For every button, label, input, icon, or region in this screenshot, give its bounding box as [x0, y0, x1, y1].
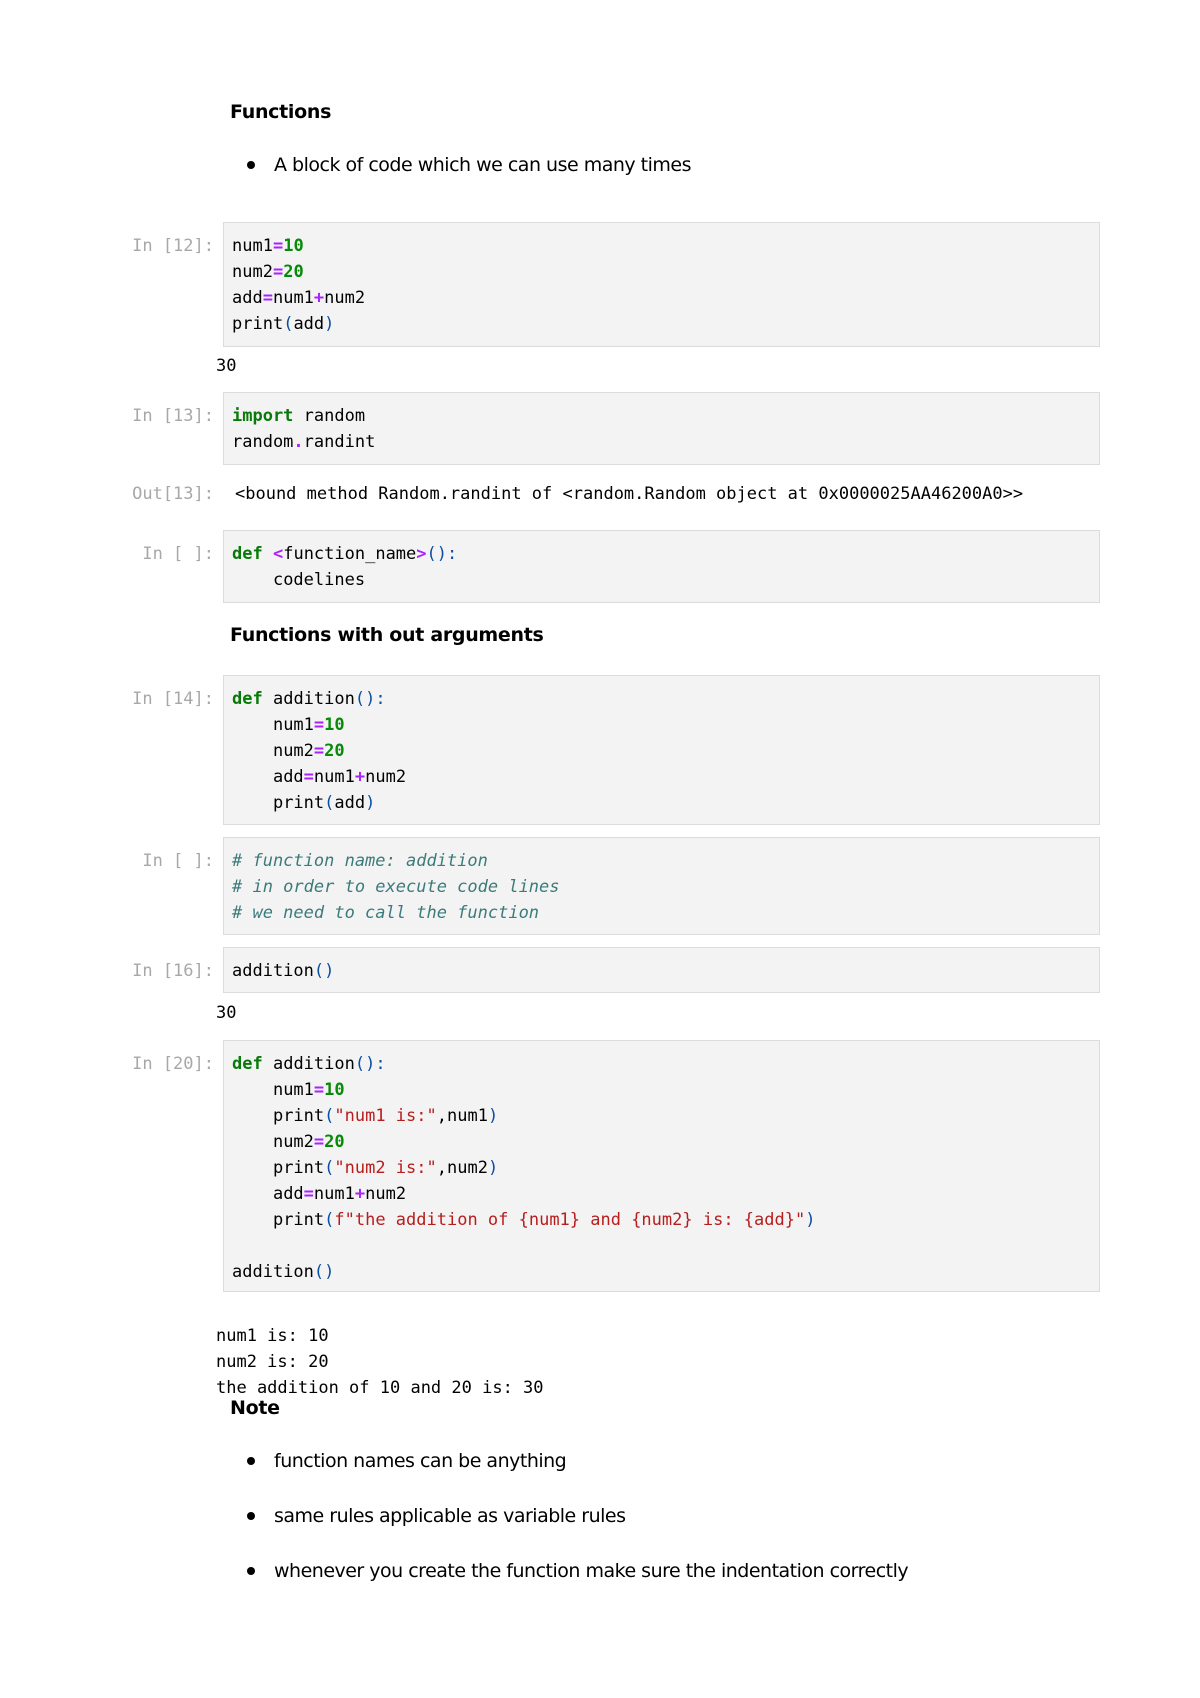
bullet-icon: [247, 1567, 255, 1575]
code-cell-20[interactable]: [223, 1040, 1100, 1292]
cell-output-13: <bound method Random.randint of <random.Random object at 0x0000025AA46200A0>>: [235, 484, 1024, 504]
cell-output-16: 30: [216, 1003, 237, 1023]
code-cell-16[interactable]: [223, 947, 1100, 993]
cell-out-prompt-13: Out[13]:: [132, 484, 214, 504]
cell-prompt-comment: In [ ]:: [142, 851, 214, 871]
bullet-icon: [247, 161, 255, 169]
code-block: def addition(): num1=10 print("num1 is:",num1) num2=20 print("num2 is:",num2) add=num1+num2 print(f"the addition of {num1} and {num2} is: {add}") addition(): [232, 1054, 816, 1282]
code-block: # function name: addition # in order to execute code lines # we need to call the function: [232, 851, 560, 923]
code-cell-comment[interactable]: [223, 837, 1100, 935]
output-line: the addition of 10 and 20 is: 30: [216, 1378, 544, 1398]
code-cell-def-template[interactable]: [223, 530, 1100, 603]
markdown-without-args: [230, 624, 544, 646]
code-block: addition(): [232, 961, 335, 981]
code-cell-14[interactable]: [223, 675, 1100, 825]
code-block: import random random.randint: [232, 406, 376, 452]
section-heading-note: Note: [230, 1397, 280, 1419]
code-block: def <function_name>(): codelines: [232, 544, 458, 590]
markdown-note: [230, 1397, 908, 1614]
code-cell-13[interactable]: [223, 392, 1100, 465]
markdown-functions: [230, 101, 691, 208]
list-item: function names can be anything: [230, 1449, 908, 1504]
output-line: num1 is: 10: [216, 1326, 329, 1346]
cell-prompt-16: In [16]:: [132, 961, 214, 981]
bullet-icon: [247, 1512, 255, 1520]
section-heading-functions: Functions: [230, 101, 332, 123]
code-cell-12[interactable]: [223, 222, 1100, 347]
cell-prompt-def-template: In [ ]:: [142, 544, 214, 564]
cell-prompt-13: In [13]:: [132, 406, 214, 426]
cell-prompt-14: In [14]:: [132, 689, 214, 709]
cell-prompt-20: In [20]:: [132, 1054, 214, 1074]
code-block: def addition(): num1=10 num2=20 add=num1+num2 print(add): [232, 689, 407, 813]
code-block: num1=10 num2=20 add=num1+num2 print(add): [232, 236, 366, 334]
bullet-icon: [247, 1457, 255, 1465]
output-line: num2 is: 20: [216, 1352, 329, 1372]
list-item: same rules applicable as variable rules: [230, 1504, 908, 1559]
note-bullet-list: [230, 1449, 908, 1614]
section-heading-without-args: Functions with out arguments: [230, 624, 544, 646]
list-item: A block of code which we can use many times: [230, 153, 691, 208]
list-item: whenever you create the function make sure the indentation correctly: [230, 1559, 908, 1614]
functions-bullet-list: [230, 153, 691, 208]
cell-prompt-12: In [12]:: [132, 236, 214, 256]
cell-output-12: 30: [216, 356, 237, 376]
